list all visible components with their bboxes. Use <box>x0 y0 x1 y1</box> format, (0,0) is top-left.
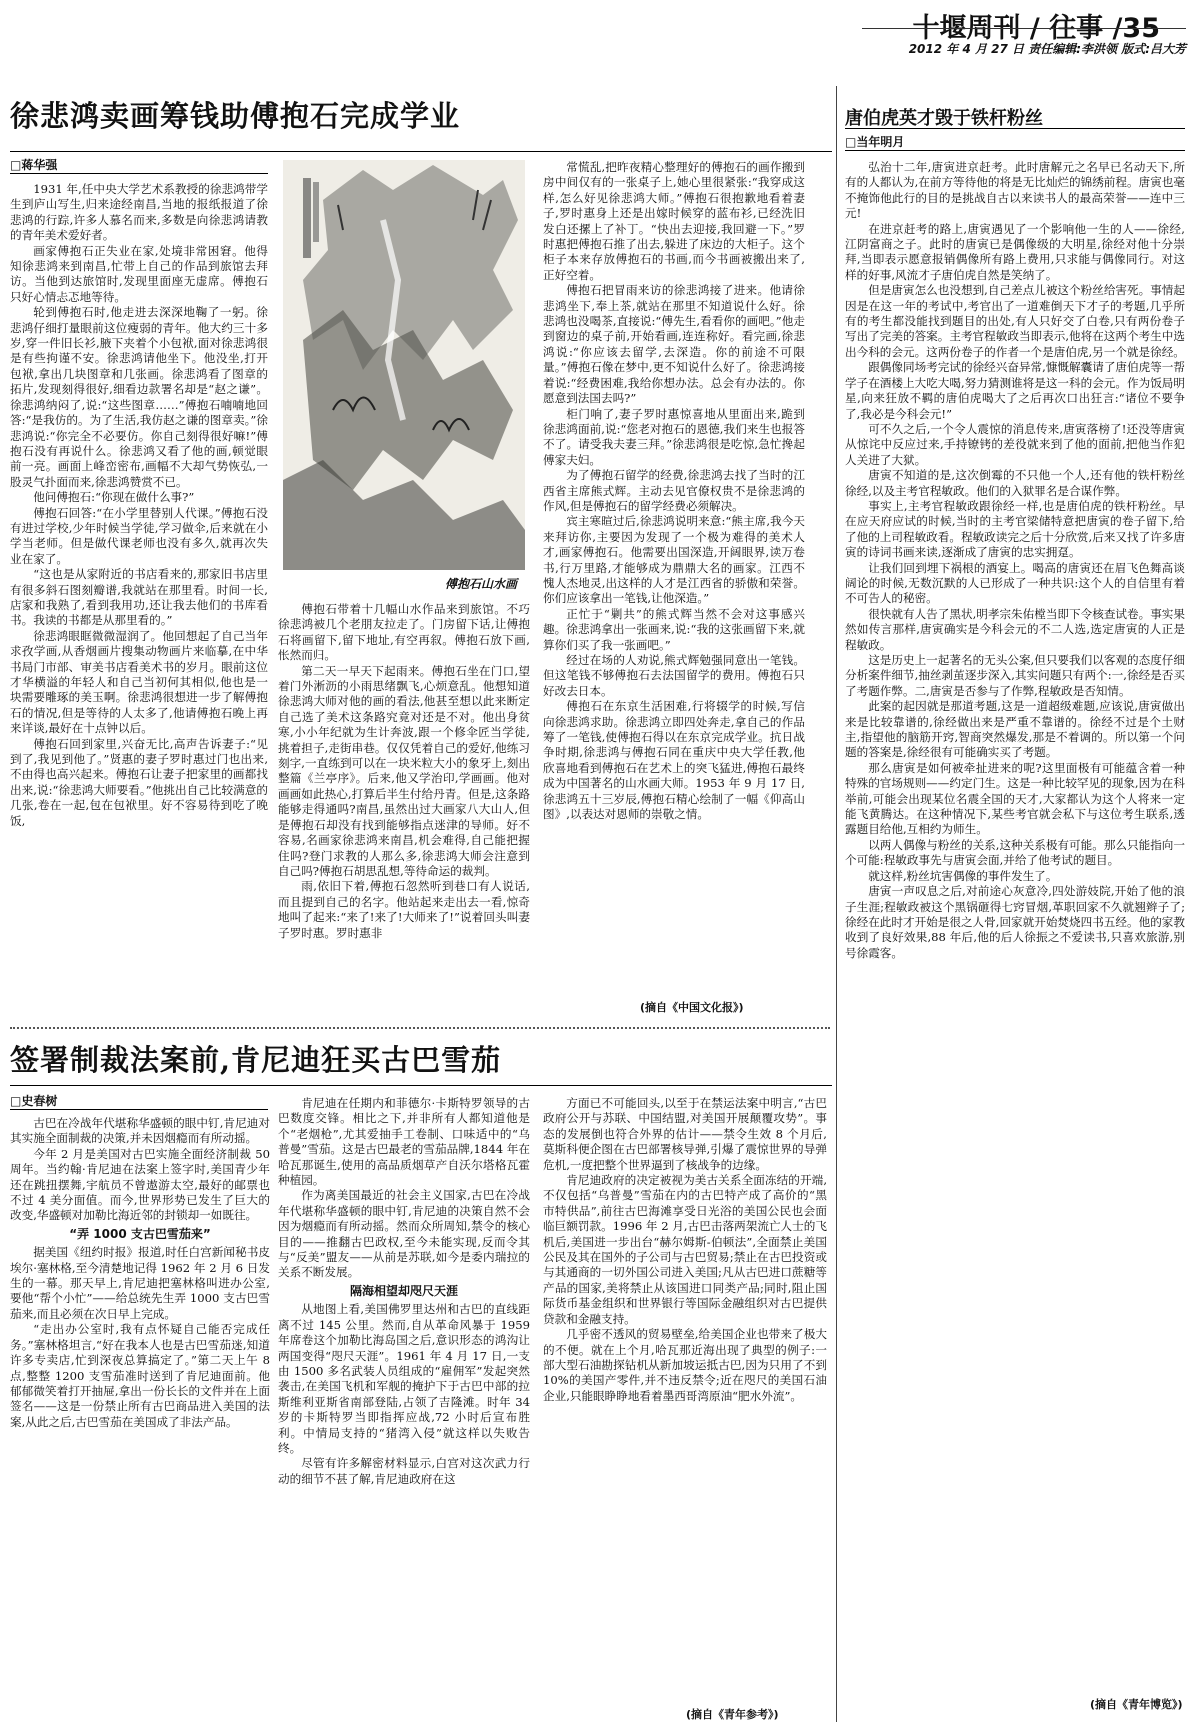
page-header-title: 十堰周刊 / 往事 /35 <box>912 13 1160 44</box>
article3-source: (摘自《青年参考》) <box>686 1708 779 1721</box>
paragraph: 今年 2 月是美国对古巴实施全面经济制裁 50 周年。当约翰·肯尼迪在法案上签字时,美国青少年还在跳扭摆舞,宇航员不曾遨游太空,最好的邮票也不过 4 美分面值。而今,世界形势已发生了巨大的改变,华盛顿对加勒比海近邻的封锁却一如既往。 <box>10 1146 270 1223</box>
article2-title: 唐伯虎英才毁于铁杆粉丝 <box>845 108 1043 129</box>
paragraph: 作为离美国最近的社会主义国家,古巴在冷战年代堪称华盛顿的眼中钉,肯尼迪的决策自然不会因为烟瘾而有所动摇。然而众所周知,禁令的核心目的——推翻古巴政权,至今未能实现,反而令其与“反美”盟友——从前是苏联,如今是委内瑞拉的关系不断发展。 <box>278 1188 530 1280</box>
paragraph: 轮到傅抱石时,他走进去深深地鞠了一躬。徐悲鸿仔细打量眼前这位瘦弱的青年。他大约三十多岁,穿一件旧长衫,腋下夹着个小包袱,面对徐悲鸿很是有些拘谨不安。徐悲鸿请他坐下。他没坐,打开包袱,拿出几块图章和几张画。徐悲鸿看了图章的拓片,发现刻得很好,细看边款署名却是“赵之谦”。徐悲鸿纳闷了,说:“这些图章……”傅抱石喃喃地回答:“是我仿的。为了生活,我仿赵之谦的图章卖。”徐悲鸿说:“你完全不必要仿。你自己刻得很好嘛!”傅抱石没有再说什么。徐悲鸿又看了他的画,顿觉眼前一亮。画面上峰峦密布,画幅不大却气势恢弘,一股灵气扑面而来,徐悲鸿赞赏不已。 <box>10 305 268 489</box>
paragraph: 弘治十二年,唐寅进京赶考。此时唐解元之名早已名动天下,所有的人都认为,在前方等待他的将是无比灿烂的锦绣前程。唐寅也毫不掩饰他此行的目的是挑战自古以来读书人的最高荣誉——连中三元! <box>845 160 1185 221</box>
paragraph: “走出办公室时,我有点怀疑自己能否完成任务。”塞林格坦言,“好在我本人也是古巴雪茄迷,知道许多专卖店,忙到深夜总算搞定了。”第二天上午 8 点,整整 1200 支雪茄准时送到了肯尼迪面前。他郁郁微笑着打开抽屉,拿出一份长长的文件并在上面签名——这是一份禁止所有古巴商品进入美国的法案,从此之后,古巴雪茄在美国成了非法产品。 <box>10 1322 270 1429</box>
article1-column-3 <box>543 160 805 993</box>
paragraph: “这也是从家附近的书店看来的,那家旧书店里有很多斜石图刻瓣谱,我就站在那里看。时间一长,店家和我熟了,看到我用功,还让我去他们的书库看书。我读的书都是从那里看的。” <box>10 567 268 628</box>
paragraph: 让我们回到埋下祸根的酒宴上。喝高的唐寅还在眉飞色舞高谈阔论的时候,无数沉默的人已形成了一种共识:这个人的自信里有着不可告人的秘密。 <box>845 560 1185 606</box>
paragraph: 从地图上看,美国佛罗里达州和古巴的直线距离不过 145 公里。然而,自从革命风暴于 1959 年席卷这个加勒比海岛国之后,意识形态的鸿沟让两国变得“咫尺天涯”。1961 年 4 月 17 日,一支由 1500 多名武装人员组成的“雇佣军”发起突然袭击,在美国飞机和军舰的掩护下于古巴中部的拉斯维利亚斯省南部登陆,占领了吉隆滩。时年 34 岁的卡斯特罗当即指挥应战,72 小时后宣布胜利。中情局支持的“猪湾入侵”就这样以失败告终。 <box>278 1302 530 1455</box>
article1-title-rule <box>10 151 832 152</box>
article3-title: 签署制裁法案前,肯尼迪狂买古巴雪茄 <box>10 1043 502 1077</box>
article3-column-3 <box>543 1096 827 1706</box>
article1-column-2 <box>278 602 530 1017</box>
landscape-painting-svg <box>283 160 525 570</box>
paragraph: 此案的起因就是那道考题,这是一道超级难题,应该说,唐寅做出来是比较靠谱的,徐经做出来是严重不靠谱的。徐经不过是个土财主,指望他的脑筋开窍,智商突然爆发,那是不着调的。所以第一个问题的答案是,徐经很有可能确实买了考题。 <box>845 699 1185 760</box>
article3-subheading-2: 隔海相望却咫尺天涯 <box>349 1283 458 1298</box>
article3-subheading-1: “弄 1000 支古巴雪茄来” <box>69 1226 211 1241</box>
paragraph: 傅抱石带着十几幅山水作品来到旅馆。不巧徐悲鸿被几个老朋友拉走了。门房留下话,让傅抱石将画留下,留下地址,有空再叙。傅抱石放下画,怅然而归。 <box>278 602 530 663</box>
article1-author: □蒋华强 <box>10 158 58 172</box>
paragraph: 尽管有许多解密材料显示,白宫对这次武力行动的细节不甚了解,肯尼迪政府在这 <box>278 1456 530 1486</box>
article1-source: (摘自《中国文化报》) <box>640 1001 744 1014</box>
paragraph: 傅抱石在东京生活困难,行将辍学的时候,写信向徐悲鸿求助。徐悲鸿立即四处奔走,拿自己的作品筹了一笔钱,使傅抱石得以在东京完成学业。抗日战争时期,徐悲鸿与傅抱石同在重庆中央大学任教,他欣喜地看到傅抱石在艺术上的突飞猛进,傅抱石最终成为中国著名的山水画大师。1953 年 9 月 17 日,徐悲鸿五十三岁辰,傅抱石精心绘制了一幅《仰高山图》,以表达对恩师的崇敬之情。 <box>543 699 805 822</box>
header-rule <box>862 28 1186 29</box>
article1-author-rule <box>10 173 268 174</box>
paragraph: 傅抱石回到家里,兴奋无比,高声告诉妻子:“见到了,我见到他了。”贤惠的妻子罗时惠过门也出来,不由得也高兴起来。傅抱石让妻子把家里的画都找出来,说:“徐悲鸿大师要看。”他挑出自己比较满意的几张,卷在一起,包在包袱里。好不容易待到吃了晚饭, <box>10 736 268 828</box>
column-separator <box>836 86 837 1722</box>
paragraph: 徐悲鸿眼眶微微湿润了。他回想起了自己当年求孜学画,从香烟画片搜集动物画片来临摹,在中华书局门市部、审美书店看美术书的岁月。眼前这位才华横溢的年轻人和自己当初何其相似,他也是一块需要雕琢的美玉啊。徐悲鸿很想进一步了解傅抱石的情况,但是等待的人太多了,他请傅抱石晚上再来详谈,最好在十点钟以后。 <box>10 628 268 736</box>
article2-author-rule <box>845 150 1185 151</box>
paragraph: 唐寅不知道的是,这次倒霉的不只他一个人,还有他的铁杆粉丝徐经,以及主考官程敏政。他们的入狱罪名是合谋作弊。 <box>845 468 1185 498</box>
paragraph: 据美国《纽约时报》报道,时任白宫新闻秘书皮埃尔·塞林格,至今清楚地记得 1962 年 2 月 6 日发生的一幕。那天早上,肯尼迪把塞林格叫进办公室,要他“帮个小忙”——给总统先生弄 1000 支古巴雪茄来,而且必须在次日早上完成。 <box>10 1245 270 1321</box>
paragraph: 画家傅抱石正失业在家,处境非常困窘。他得知徐悲鸿来到南昌,忙带上自己的作品到旅馆去拜访。当他到达旅馆时,发现里面座无虚席。傅抱石只好心情忐忑地等待。 <box>10 243 268 304</box>
paragraph: 方面已不可能回头,以至于在禁运法案中明言,“古巴政府公开与苏联、中国结盟,对美国开展颠覆攻势”。事态的发展倒也符合外界的估计——禁令生效 8 个月后,莫斯科便企图在古巴部署核导弹,引爆了震惊世界的导弹危机,一度把整个世界逼到了核战争的边缘。 <box>543 1096 827 1172</box>
painting-image <box>283 160 525 570</box>
article2-title-rule <box>845 128 1185 129</box>
paragraph: 古巴在冷战年代堪称华盛顿的眼中钉,肯尼迪对其实施全面制裁的决策,并未因烟瘾而有所动摇。 <box>10 1116 270 1146</box>
article3-column-1 <box>10 1116 270 1721</box>
paragraph: 傅抱石回答:“在小学里替别人代课。”傅抱石没有进过学校,少年时候当学徒,学习做伞,后来就在小学当老师。但是做代课老师也没有多久,就再次失业在家了。 <box>10 505 268 566</box>
paragraph: 雨,依旧下着,傅抱石忽然听到巷口有人说话,而且提到自己的名字。他站起来走出去一看,惊奇地叫了起来:“来了!来了!大师来了!”说着回头叫妻子罗时惠。罗时惠非 <box>278 879 530 940</box>
paragraph: 那么唐寅是如何被牵扯进来的呢?这里面极有可能蕴含着一种特殊的官场规则——约定门生。这是一种比较罕见的现象,因为在科举前,可能会出现某位名震全国的天才,大家都认为这个人将来一定能飞黄腾达。在这种情况下,某些考官就会私下与这位考生联系,透露题目给他,互相约为师生。 <box>845 760 1185 837</box>
article1-column-1 <box>10 182 268 1017</box>
article3-column-2 <box>278 1096 530 1721</box>
paragraph: 几乎密不透风的贸易壁垒,给美国企业也带来了极大的不便。就在上个月,哈瓦那近海出现了典型的例子:一部大型石油勘探钻机从新加坡运抵古巴,因为只用了不到 10%的美国产零件,并不违反禁令;近在咫尺的美国石油企业,只能眼睁睁地看着墨西哥湾原油“肥水外流”。 <box>543 1327 827 1403</box>
paragraph: 跟偶像同场考完试的徐经兴奋异常,慷慨解囊请了唐伯虎等一帮学子在酒楼上大吃大喝,努力猜测谁将是这一科的会元。作为饭局明星,向来狂放不羁的唐伯虎喝大了之后再次口出狂言:“诸位不要争了,我必是今科会元!” <box>845 360 1185 421</box>
paragraph: 事实上,主考官程敏政跟徐经一样,也是唐伯虎的铁杆粉丝。早在应天府应试的时候,当时的主考官梁储特意把唐寅的卷子留下,给了他的上司程敏政看。程敏政读完之后十分欣赏,后来又找了许多唐寅的诗词书画来读,逐渐成了唐寅的忠实拥趸。 <box>845 498 1185 560</box>
paragraph: 傅抱石把冒雨来访的徐悲鸿接了进来。他请徐悲鸿坐下,奉上茶,就站在那里不知道说什么好。徐悲鸿也没喝茶,直接说:“傅先生,看看你的画吧。”他走到窗边的桌子前,开始看画,连连称好。看完画,徐悲鸿说:“你应该去留学,去深造。你的前途不可限量。”傅抱石像在梦中,更不知说什么好了。徐悲鸿接着说:“经费困难,我给你想办法。总会有办法的。你愿意到法国去吗?” <box>543 283 805 406</box>
paragraph: 唐寅一声叹息之后,对前途心灰意冷,四处游妓院,开始了他的浪子生涯;程敏政被这个黑锅砸得七窍冒烟,革职回家不久就翘辫子了;徐经在此时才开始是很之人骨,回家就开始焚烧四书五经。他的家教收到了良好效果,88 年后,他的后人徐振之不爱读书,只喜欢旅游,别号徐霞客。 <box>845 884 1185 960</box>
paragraph: 肯尼迪政府的决定被视为美古关系全面冻结的开端,不仅包括“乌普曼”雪茄在内的古巴特产成了高价的“黑市特供品”,前往古巴海滩享受日光浴的美国公民也会面临巨额罚款。1996 年 2 月,古巴击落两架流亡人士的飞机后,美国进一步出台“赫尔姆斯-伯顿法”,全面禁止美国公民及其在国外的子公司与古巴贸易;禁止在古巴投资或与其通商的一切外国公司进入美国;凡从古巴进口蔗糖等产品的国家,美将禁止从该国进口同类产品;同时,阻止国际货币基金组织和世界银行等国际金融组织对古巴提供贷款和金融支持。 <box>543 1173 827 1326</box>
paragraph: 就这样,粉丝坑害偶像的事件发生了。 <box>868 868 1058 883</box>
article2-source: (摘自《青年博览》) <box>1090 1698 1183 1711</box>
paragraph: 以两人偶像与粉丝的关系,这种关系极有可能。那么只能指向一个可能:程敏政事先与唐寅会面,并给了他考试的题目。 <box>845 837 1185 868</box>
article2-body <box>845 160 1185 1690</box>
article3-title-rule <box>10 1085 832 1086</box>
article1-title: 徐悲鸿卖画筹钱助傅抱石完成学业 <box>10 99 461 133</box>
paragraph: 正忙于“剿共”的熊式辉当然不会对这事感兴趣。徐悲鸿拿出一张画来,说:“我的这张画留下来,就算你们买了我一张画吧。” <box>543 606 805 652</box>
page-header-subtitle: 2012 年 4 月 27 日 责任编辑:李洪领 版式:吕大芳 <box>908 42 1186 56</box>
paragraph: 可不久之后,一个令人震惊的消息传来,唐寅落榜了!还没等唐寅从惊诧中反应过来,手持镣铐的差役就来到了他的面前,把他当作犯人关进了大狱。 <box>845 421 1185 467</box>
paragraph: 在进京赶考的路上,唐寅遇见了一个影响他一生的人——徐经,江阴富商之子。此时的唐寅已是偶像级的大明星,徐经对他十分崇拜,当即表示愿意报销偶像所有路上费用,只求能与偶像同行。对这样的好事,风流才子唐伯虎自然是笑纳了。 <box>845 221 1185 282</box>
paragraph: 柜门响了,妻子罗时惠惊喜地从里面出来,跪到徐悲鸿面前,说:“您老对抱石的恩德,我们来生也报答不了。请受我夫妻三拜。”徐悲鸿很是吃惊,急忙搀起傅家夫妇。 <box>543 406 805 467</box>
paragraph: 他问傅抱石:“你现在做什么事?” <box>33 490 195 505</box>
paragraph: 第二天一早天下起雨来。傅抱石坐在门口,望着门外淅沥的小雨思绪飘飞,心烦意乱。他想知道徐悲鸿大师对他的画的看法,他甚至想以此来断定自己选了美术这条路究竟对还是不对。他出身贫寒,小小年纪就为生计奔波,跟一个修伞匠当学徒,挑着担子,走街串巷。仅仅凭着自己的爱好,他练习刻字,一直练到可以在一块米粒大小的象牙上,刻出整篇《兰亭序》。后来,他又学治印,学画画。他对画画如此热心,打算后半生付给丹青。但是,这条路能够走得通吗?南昌,虽然出过大画家八大山人,但是傅抱石却没有找到能够指点迷津的导师。好不容易,名画家徐悲鸿来南昌,机会难得,自己能把握住吗?登门求教的人那么多,徐悲鸿大师会注意到自己吗?傅抱石胡思乱想,等待命运的裁判。 <box>278 663 530 878</box>
paragraph: 经过在场的人劝说,熊式辉勉强同意出一笔钱。但这笔钱不够傅抱石去法国留学的费用。傅抱石只好改去日本。 <box>543 653 805 698</box>
article-separator <box>10 1027 830 1029</box>
article2-author: □当年明月 <box>845 135 905 149</box>
paragraph: 肯尼迪在任期内和菲德尔·卡斯特罗领导的古巴数度交锋。相比之下,并非所有人都知道他是个“老烟枪”,尤其爱抽手工卷制、口味适中的“乌普曼”雪茄。这是古巴最老的雪茄品牌,1844 年在哈瓦那诞生,使用的高品质烟草产自沃尔塔格瓦霍种植园。 <box>278 1096 530 1188</box>
article3-author-rule <box>10 1109 268 1110</box>
paragraph: 为了傅抱石留学的经费,徐悲鸿去找了当时的江西省主席熊式辉。主动去见官僚权贵不是徐悲鸿的作风,但是傅抱石的留学经费必须解决。 <box>543 468 805 513</box>
painting-caption: 傅抱石山水画 <box>445 577 518 591</box>
paragraph: 1931 年,任中央大学艺术系教授的徐悲鸿带学生到庐山写生,归来途经南昌,当地的报纸报道了徐悲鸿的行踪,许多人慕名而来,多数是向徐悲鸿请教的青年美术爱好者。 <box>10 182 268 243</box>
paragraph: 常慌乱,把昨夜精心整理好的傅抱石的画作搬到房中间仅有的一张桌子上,她心里很紧张:“我穿成这样,怎么好见徐悲鸿大师。”傅抱石很抱歉地看着妻子,罗时惠身上还是出嫁时候穿的蓝布衫,已经洗旧发白还摞上了补丁。“快出去迎接,我回避一下。”罗时惠把傅抱石推了出去,躲进了床边的大柜子。这个柜子本来存放傅抱石的书画,而今书画被搬出来了,正好空着。 <box>543 160 805 282</box>
paragraph: 很快就有人告了黑状,明孝宗朱佑樘当即下令核查试卷。事实果然如传言那样,唐寅确实是今科会元的不二人选,选定唐寅的人正是程敏政。 <box>845 606 1185 652</box>
article3-author: □史春树 <box>10 1094 58 1108</box>
paragraph: 但是唐寅怎么也没想到,自己差点儿被这个粉丝给害死。事情起因是在这一年的考试中,考官出了一道难倒天下才子的考题,几乎所有的考生都没能找到题目的出处,有人只好交了白卷,只有两份卷子写出了完美的答案。主考官程敏政当即表示,他将在这两个考生中选出今科的会元。这两份卷子的作者一个是唐伯虎,另一个就是徐经。 <box>845 283 1185 359</box>
paragraph: 这是历史上一起著名的无头公案,但只要我们以客观的态度仔细分析案件细节,抽丝剥茧逐步深入,其实问题只有两个:一,徐经是否买了考题作弊。二,唐寅是否参与了作弊,程敏政是否知情。 <box>845 653 1185 698</box>
paragraph: 宾主寒暄过后,徐悲鸿说明来意:“熊主席,我今天来拜访你,主要因为发现了一个极为难得的美术人才,画家傅抱石。他需要出国深造,开阔眼界,读万卷书,行万里路,才能够成为鼎鼎大名的画家。江西不愧人杰地灵,出这样的人才是江西省的骄傲和荣誉。你们应该拿出一笔钱,让他深造。” <box>543 514 805 606</box>
